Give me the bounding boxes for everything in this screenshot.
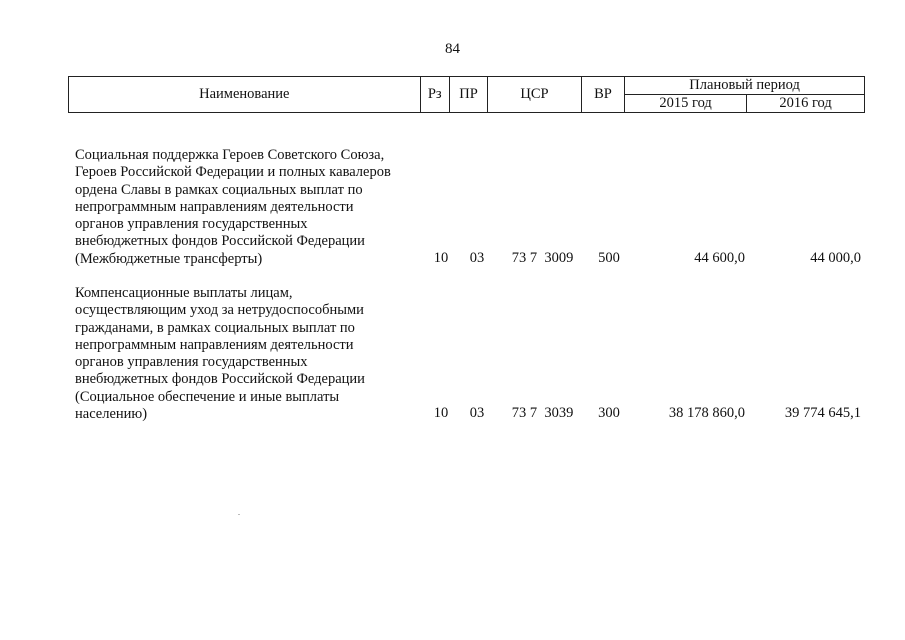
header-pr: ПР [449, 77, 487, 113]
row-name-line: гражданами, в рамках социальных выплат по [75, 319, 355, 336]
row-name-line: (Социальное обеспечение и иные выплаты [75, 388, 340, 405]
cell-rz: 10 [433, 250, 449, 266]
cell-csr: 73 7 3039 [511, 405, 574, 421]
header-year-2016: 2016 год [747, 95, 865, 113]
row-name-line: Социальная поддержка Героев Советского Союза, [75, 147, 385, 163]
row-name-line: Героев Российской Федерации и полных кавалеров [75, 164, 391, 181]
row-name-line: органов управления государственных [75, 216, 308, 233]
cell-rz: 10 [433, 405, 449, 421]
row-name-line: непрограммным направлениям деятельности [75, 336, 354, 353]
cell-pr: 03 [469, 405, 485, 421]
cell-csr: 73 7 3009 [511, 250, 574, 266]
page-number: 84 [445, 41, 460, 57]
row-name [75, 285, 420, 423]
row-name [75, 147, 420, 268]
header-rz: Рз [420, 77, 449, 113]
header-csr: ЦСР [488, 77, 582, 113]
cell-2015: 38 178 860,0 [668, 405, 745, 421]
cell-vr: 300 [598, 405, 620, 421]
header-year-2015: 2015 год [625, 95, 747, 113]
cell-vr: 500 [598, 250, 620, 266]
row-name-line: внебюджетных фондов Российской Федерации [75, 233, 365, 250]
header-vr: ВР [581, 77, 624, 113]
row-name-line: Компенсационные выплаты лицам, [75, 285, 293, 301]
cell-2016: 44 000,0 [810, 250, 861, 266]
cell-2016: 39 774 645,1 [784, 405, 861, 421]
row-name-line: ордена Славы в рамках социальных выплат по [75, 181, 363, 198]
row-name-line: органов управления государственных [75, 354, 308, 371]
row-name-line: осуществляющим уход за нетрудоспособными [75, 302, 364, 319]
cell-pr: 03 [469, 250, 485, 266]
cell-2015: 44 600,0 [694, 250, 745, 266]
row-name-line: непрограммным направлениям деятельности [75, 198, 354, 215]
table-header [68, 76, 865, 113]
row-name-line: (Межбюджетные трансферты) [75, 250, 263, 267]
row-name-line: внебюджетных фондов Российской Федерации [75, 371, 365, 388]
scan-speck [238, 514, 240, 515]
header-planned-period: Плановый период [625, 77, 865, 95]
header-name: Наименование [69, 77, 421, 113]
row-name-line: населению) [75, 406, 148, 423]
